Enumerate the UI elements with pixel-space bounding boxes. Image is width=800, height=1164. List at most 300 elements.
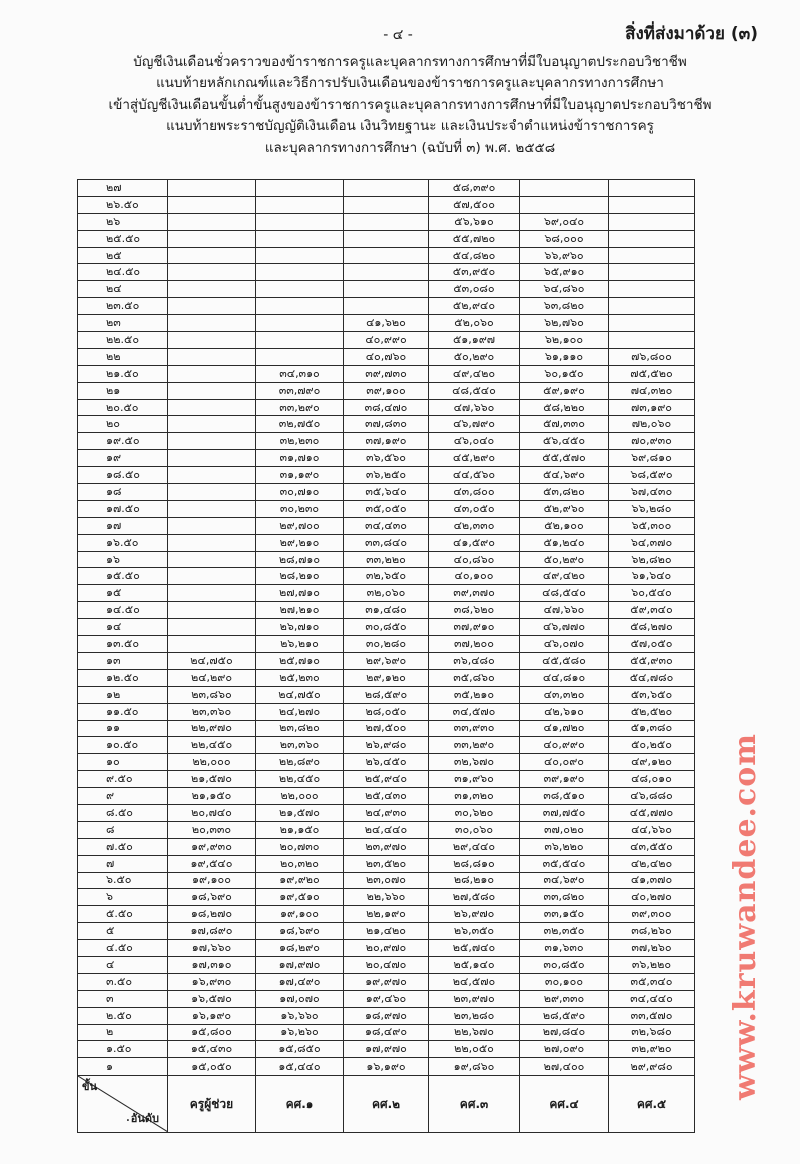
salary-cell: ๑๘,๖๙๐ [256,923,344,940]
step-cell: ๔ [78,956,168,973]
salary-cell: ๔๖,๐๔๐ [429,433,520,450]
document-title [80,52,740,159]
salary-cell: ๔๓,๕๕๐ [609,838,695,855]
column-header: คศ.๒ [344,1076,429,1133]
corner-label-step: ขั้น [82,1080,98,1093]
salary-cell: ๓๑,๗๑๐ [256,450,344,467]
salary-cell [344,298,429,315]
salary-cell: ๗๔,๓๒๐ [609,382,695,399]
step-cell: ๓.๕๐ [78,973,168,990]
table-row [78,973,695,990]
step-cell: ๒.๕๐ [78,1007,168,1024]
salary-cell: ๔๓,๓๒๐ [520,686,609,703]
salary-cell: ๒๓,๙๗๐ [429,990,520,1007]
salary-cell: ๒๓,๓๖๐ [256,737,344,754]
salary-cell: ๓๕,๐๕๐ [344,500,429,517]
salary-cell: ๒๘,๘๑๐ [429,855,520,872]
salary-cell: ๓๒,๓๕๐ [520,923,609,940]
salary-cell: ๓๒,๖๕๐ [344,568,429,585]
step-cell: ๑๔.๕๐ [78,602,168,619]
salary-cell: ๖๔,๓๗๐ [609,534,695,551]
table-row [78,602,695,619]
salary-cell: ๓๓,๘๔๐ [344,534,429,551]
salary-cell: ๕๓,๐๘๐ [429,281,520,298]
salary-cell [256,196,344,213]
salary-cell: ๓๖,๒๕๐ [344,467,429,484]
salary-cell [168,551,256,568]
salary-cell: ๓๕,๓๔๐ [609,973,695,990]
salary-cell: ๕๙,๑๙๐ [520,382,609,399]
salary-cell: ๓๑,๔๘๐ [344,602,429,619]
salary-table-body [78,180,695,1076]
step-cell: ๑๕.๕๐ [78,568,168,585]
salary-cell: ๔๐,๒๗๐ [609,889,695,906]
salary-cell: ๓๖,๒๒๐ [609,956,695,973]
salary-cell: ๔๖,๐๗๐ [520,636,609,653]
step-cell: ๗.๕๐ [78,838,168,855]
salary-cell: ๑๖,๕๗๐ [168,990,256,1007]
salary-cell [609,264,695,281]
salary-cell [168,247,256,264]
salary-cell: ๔๐,๙๙๐ [520,737,609,754]
salary-cell: ๓๓,๒๒๐ [344,551,429,568]
salary-cell [609,230,695,247]
title-line: แนบท้ายหลักเกณฑ์และวิธีการปรับเงินเดือนของข้าราชการครูและบุคลากรทางการศึกษา [156,75,664,92]
salary-cell: ๕๔,๘๒๐ [429,247,520,264]
step-cell: ๙ [78,788,168,805]
salary-cell [256,315,344,332]
title-line: และบุคลากรทางการศึกษา (ฉบับที่ ๓) พ.ศ. ๒๕๕๘ [264,139,556,156]
salary-cell: ๒๒,๖๖๐ [344,889,429,906]
step-cell: ๒๑.๕๐ [78,365,168,382]
salary-cell [344,247,429,264]
salary-cell: ๑๘,๖๙๐ [168,889,256,906]
salary-cell: ๓๑,๓๒๐ [429,788,520,805]
salary-cell [168,196,256,213]
salary-cell: ๒๔,๒๗๐ [256,703,344,720]
salary-cell: ๓๙,๓๗๐ [429,585,520,602]
table-row [78,821,695,838]
salary-cell: ๒๒,๐๐๐ [256,788,344,805]
salary-cell: ๓๒,๙๒๐ [609,1041,695,1058]
salary-cell [168,585,256,602]
table-row [78,298,695,315]
salary-cell: ๒๔,๗๕๐ [168,652,256,669]
salary-cell: ๒๙,๓๓๐ [520,990,609,1007]
attachment-label: สิ่งที่ส่งมาด้วย (๓) [625,24,758,44]
salary-cell: ๓๓,๙๓๐ [429,720,520,737]
salary-cell: ๒๕,๒๓๐ [256,669,344,686]
salary-cell: ๖๐,๑๕๐ [520,365,609,382]
salary-cell: ๑๖,๑๙๐ [344,1058,429,1076]
salary-cell: ๒๕,๙๔๐ [344,771,429,788]
salary-cell [168,264,256,281]
salary-cell: ๒๐,๓๓๐ [168,821,256,838]
salary-cell: ๑๙,๙๗๐ [344,973,429,990]
salary-cell: ๔๖,๗๗๐ [520,619,609,636]
salary-cell: ๕๖,๖๑๐ [429,213,520,230]
table-row [78,855,695,872]
salary-cell: ๓๔,๖๙๐ [520,872,609,889]
salary-cell [256,213,344,230]
salary-cell: ๑๕,๔๔๐ [256,1058,344,1076]
table-row [78,500,695,517]
salary-cell: ๔๒,๖๑๐ [520,703,609,720]
table-row [78,1007,695,1024]
table-row [78,1041,695,1058]
salary-cell [609,298,695,315]
step-cell: ๖.๕๐ [78,872,168,889]
salary-cell: ๒๙,๙๘๐ [609,1058,695,1076]
table-row [78,213,695,230]
salary-cell: ๔๗,๖๖๐ [520,602,609,619]
salary-cell [609,247,695,264]
salary-cell: ๒๖,๗๑๐ [256,619,344,636]
salary-cell: ๓๗,๒๖๐ [609,940,695,957]
salary-cell: ๕๗,๓๓๐ [520,416,609,433]
salary-cell: ๒๓,๘๒๐ [256,720,344,737]
salary-cell [168,484,256,501]
salary-cell: ๔๐,๙๙๐ [344,332,429,349]
table-row [78,551,695,568]
salary-cell: ๒๑,๑๕๐ [256,821,344,838]
salary-cell: ๑๕,๐๕๐ [168,1058,256,1076]
salary-cell: ๑๙,๕๔๐ [168,855,256,872]
salary-cell: ๓๒,๗๕๐ [256,416,344,433]
step-cell: ๘ [78,821,168,838]
table-row [78,180,695,197]
table-row [78,636,695,653]
salary-cell [168,315,256,332]
salary-cell: ๓๗,๘๓๐ [344,416,429,433]
salary-cell: ๒๒,๐๐๐ [168,754,256,771]
table-row [78,906,695,923]
salary-cell [344,264,429,281]
salary-cell [168,348,256,365]
salary-cell: ๒๗,๐๙๐ [520,1041,609,1058]
salary-cell: ๓๑,๑๙๐ [256,467,344,484]
salary-cell [168,450,256,467]
salary-cell [344,213,429,230]
salary-cell [168,399,256,416]
salary-cell: ๑๗,๓๑๐ [168,956,256,973]
salary-cell: ๓๑,๙๖๐ [429,771,520,788]
salary-cell [168,180,256,197]
step-cell: ๑๕ [78,585,168,602]
table-row [78,416,695,433]
salary-cell: ๒๗,๗๑๐ [256,585,344,602]
salary-cell: ๔๔,๖๖๐ [609,821,695,838]
step-cell: ๓ [78,990,168,1007]
table-row [78,534,695,551]
table-row [78,872,695,889]
salary-cell: ๕๐,๒๙๐ [429,348,520,365]
salary-cell [520,180,609,197]
salary-cell: ๓๔,๕๗๐ [429,703,520,720]
salary-cell: ๒๖,๙๗๐ [429,906,520,923]
salary-cell [256,348,344,365]
salary-cell: ๑๘,๙๗๐ [344,1007,429,1024]
salary-cell: ๖๕,๓๐๐ [609,517,695,534]
salary-cell: ๔๑,๕๙๐ [429,534,520,551]
salary-cell [609,281,695,298]
step-cell: ๒๕.๕๐ [78,230,168,247]
salary-cell: ๒๘,๒๑๐ [256,568,344,585]
salary-cell: ๔๐,๑๐๐ [429,568,520,585]
salary-cell: ๒๒,๔๕๐ [256,771,344,788]
salary-cell [168,230,256,247]
salary-cell: ๓๐,๒๓๐ [256,500,344,517]
table-row [78,348,695,365]
salary-cell: ๓๖,๒๒๐ [520,838,609,855]
salary-cell: ๒๓,๕๒๐ [344,855,429,872]
salary-cell [609,180,695,197]
salary-cell: ๖๔,๘๖๐ [520,281,609,298]
table-row [78,517,695,534]
salary-cell: ๓๕,๒๑๐ [429,686,520,703]
salary-cell: ๒๒,๐๕๐ [429,1041,520,1058]
table-row [78,737,695,754]
salary-cell [609,196,695,213]
salary-cell: ๔๙,๔๒๐ [520,568,609,585]
column-header: คศ.๕ [609,1076,695,1133]
salary-cell: ๕๗,๕๐๐ [429,196,520,213]
salary-cell: ๔๔,๕๖๐ [429,467,520,484]
salary-cell: ๒๒,๖๗๐ [429,1024,520,1041]
table-row [78,652,695,669]
salary-cell: ๕๒,๑๐๐ [520,517,609,534]
step-cell: ๒๔ [78,281,168,298]
table-row [78,619,695,636]
step-cell: ๒๑ [78,382,168,399]
table-row [78,281,695,298]
salary-cell: ๒๗,๕๐๐ [344,720,429,737]
title-line: แนบท้ายพระราชบัญญัติเงินเดือน เงินวิทยฐานะ และเงินประจำตำแหน่งข้าราชการครู [166,118,654,135]
table-row [78,264,695,281]
step-cell: ๙.๕๐ [78,771,168,788]
column-header: คศ.๔ [520,1076,609,1133]
salary-cell: ๒๖,๙๘๐ [344,737,429,754]
salary-cell: ๓๗,๒๐๐ [429,636,520,653]
salary-cell: ๒๔,๔๔๐ [344,821,429,838]
salary-cell: ๕๓,๘๒๐ [520,484,609,501]
salary-cell: ๕๓,๖๕๐ [609,686,695,703]
salary-cell: ๓๒,๖๘๐ [609,1024,695,1041]
salary-cell: ๔๙,๔๒๐ [429,365,520,382]
step-cell: ๑๙.๕๐ [78,433,168,450]
salary-cell: ๕๒,๐๖๐ [429,315,520,332]
salary-cell: ๒๓,๙๗๐ [344,838,429,855]
table-row [78,585,695,602]
salary-cell: ๕๙,๓๔๐ [609,602,695,619]
salary-cell [168,602,256,619]
table-row [78,956,695,973]
salary-cell: ๓๓,๕๗๐ [609,1007,695,1024]
table-row [78,1024,695,1041]
salary-cell [168,433,256,450]
salary-cell: ๓๗,๑๙๐ [344,433,429,450]
step-cell: ๒๗ [78,180,168,197]
salary-cell [256,180,344,197]
step-cell: ๔.๕๐ [78,940,168,957]
salary-cell: ๕๕,๕๗๐ [520,450,609,467]
salary-cell: ๖๒,๑๐๐ [520,332,609,349]
salary-cell: ๔๓,๘๐๐ [429,484,520,501]
salary-cell: ๓๖,๕๖๐ [344,450,429,467]
salary-cell: ๓๓,๗๙๐ [256,382,344,399]
salary-cell [168,213,256,230]
salary-cell [168,517,256,534]
salary-cell [168,467,256,484]
salary-cell [168,416,256,433]
step-cell: ๕ [78,923,168,940]
table-row [78,889,695,906]
salary-cell [168,365,256,382]
salary-cell [344,230,429,247]
step-cell: ๑๘ [78,484,168,501]
salary-cell: ๒๒,๘๙๐ [256,754,344,771]
salary-cell: ๑๙,๑๐๐ [168,872,256,889]
title-line: บัญชีเงินเดือนชั่วคราวของข้าราชการครูและบุคลากรทางการศึกษาที่มีใบอนุญาตประกอบวิชาชีพ [133,54,687,70]
salary-cell: ๒๖,๔๕๐ [344,754,429,771]
table-row [78,1058,695,1076]
salary-cell: ๒๑,๔๒๐ [344,923,429,940]
step-cell: ๒๖ [78,213,168,230]
step-cell: ๑๘.๕๐ [78,467,168,484]
salary-cell: ๓๖,๔๘๐ [429,652,520,669]
salary-cell: ๓๓,๒๙๐ [256,399,344,416]
title-line: เข้าสู่บัญชีเงินเดือนขั้นต่ำขั้นสูงของข้าราชการครูและบุคลากรทางการศึกษาที่มีใบอนุญาตประกอบวิชาชีพ [108,96,712,113]
salary-cell [168,619,256,636]
salary-cell: ๓๐,๖๒๐ [429,804,520,821]
salary-cell: ๔๒,๔๒๐ [609,855,695,872]
table-header-row [78,1076,695,1133]
table-row [78,399,695,416]
salary-cell: ๒๓,๐๗๐ [344,872,429,889]
salary-cell: ๓๘,๖๒๐ [429,602,520,619]
step-cell: ๑๖ [78,551,168,568]
salary-cell: ๒๘,๕๙๐ [344,686,429,703]
salary-cell: ๓๘,๒๖๐ [609,923,695,940]
salary-cell [256,247,344,264]
table-row [78,247,695,264]
salary-cell: ๓๕,๖๔๐ [344,484,429,501]
salary-cell: ๔๖,๗๙๐ [429,416,520,433]
salary-cell: ๗๐,๙๓๐ [609,433,695,450]
salary-cell: ๓๗,๙๑๐ [429,619,520,636]
salary-cell: ๒๗,๔๐๐ [520,1058,609,1076]
table-row [78,923,695,940]
table-row [78,990,695,1007]
table-row [78,484,695,501]
salary-cell: ๒๔,๒๙๐ [168,669,256,686]
salary-table [77,179,695,1133]
salary-cell: ๓๓,๑๕๐ [520,906,609,923]
salary-cell: ๑๘,๒๙๐ [256,940,344,957]
salary-cell: ๒๓,๘๖๐ [168,686,256,703]
step-cell: ๒๒.๕๐ [78,332,168,349]
salary-cell: ๓๐,๒๘๐ [344,636,429,653]
table-row [78,332,695,349]
step-cell: ๑ [78,1058,168,1076]
salary-cell: ๕๒,๕๒๐ [609,703,695,720]
salary-cell: ๔๖,๘๘๐ [609,788,695,805]
table-row [78,568,695,585]
salary-cell: ๕๓,๙๕๐ [429,264,520,281]
step-cell: ๑๐ [78,754,168,771]
salary-cell: ๓๐,๗๑๐ [256,484,344,501]
salary-cell: ๒๓,๒๘๐ [429,1007,520,1024]
salary-cell: ๓๕,๕๔๐ [520,855,609,872]
table-row [78,230,695,247]
salary-cell: ๒๕,๗๔๐ [429,940,520,957]
salary-cell [344,180,429,197]
salary-cell: ๒๑,๑๕๐ [168,788,256,805]
table-row [78,804,695,821]
salary-cell: ๓๙,๗๓๐ [344,365,429,382]
salary-cell: ๒๐,๙๗๐ [344,940,429,957]
salary-cell: ๒๙,๑๒๐ [344,669,429,686]
step-cell: ๘.๕๐ [78,804,168,821]
salary-cell: ๒๐,๓๒๐ [256,855,344,872]
salary-cell: ๓๐,๘๕๐ [344,619,429,636]
salary-cell: ๗๓,๑๙๐ [609,399,695,416]
salary-cell: ๕๒,๙๔๐ [429,298,520,315]
salary-cell: ๔๕,๗๗๐ [609,804,695,821]
step-cell: ๑.๕๐ [78,1041,168,1058]
salary-cell [520,196,609,213]
salary-cell: ๖๙,๐๔๐ [520,213,609,230]
salary-cell: ๕๘,๓๙๐ [429,180,520,197]
salary-cell: ๖๖,๙๖๐ [520,247,609,264]
salary-cell [609,332,695,349]
salary-cell: ๒๙,๗๐๐ [256,517,344,534]
salary-cell [168,500,256,517]
website-watermark: www.kruwandee.com [728,733,763,1100]
salary-cell: ๑๕,๘๐๐ [168,1024,256,1041]
salary-cell: ๕๒,๙๖๐ [520,500,609,517]
salary-cell: ๓๕,๘๖๐ [429,669,520,686]
salary-cell: ๑๙,๕๑๐ [256,889,344,906]
salary-cell: ๒๕,๑๔๐ [429,956,520,973]
salary-cell: ๑๙,๔๖๐ [344,990,429,1007]
salary-cell: ๒๗,๘๔๐ [520,1024,609,1041]
salary-cell: ๓๘,๔๗๐ [344,399,429,416]
step-cell: ๑๔ [78,619,168,636]
salary-cell: ๕๑,๑๙๗ [429,332,520,349]
salary-cell: ๖๒,๗๖๐ [520,315,609,332]
salary-cell [609,213,695,230]
step-cell: ๒๓.๕๐ [78,298,168,315]
salary-cell: ๔๑,๗๒๐ [520,720,609,737]
salary-cell: ๒๖,๒๑๐ [256,636,344,653]
table-row [78,450,695,467]
salary-cell: ๓๔,๔๔๐ [609,990,695,1007]
salary-cell: ๓๙,๑๙๐ [520,771,609,788]
salary-cell: ๑๙,๑๐๐ [256,906,344,923]
salary-cell: ๖๘,๐๐๐ [520,230,609,247]
step-cell: ๑๓.๕๐ [78,636,168,653]
salary-cell [609,315,695,332]
step-cell: ๑๗ [78,517,168,534]
salary-cell: ๒๙,๖๙๐ [344,652,429,669]
table-row [78,788,695,805]
salary-cell: ๑๗,๔๙๐ [256,973,344,990]
salary-cell: ๒๕,๔๓๐ [344,788,429,805]
salary-cell: ๒๔,๗๕๐ [256,686,344,703]
salary-cell: ๓๙,๓๐๐ [609,906,695,923]
table-row [78,669,695,686]
